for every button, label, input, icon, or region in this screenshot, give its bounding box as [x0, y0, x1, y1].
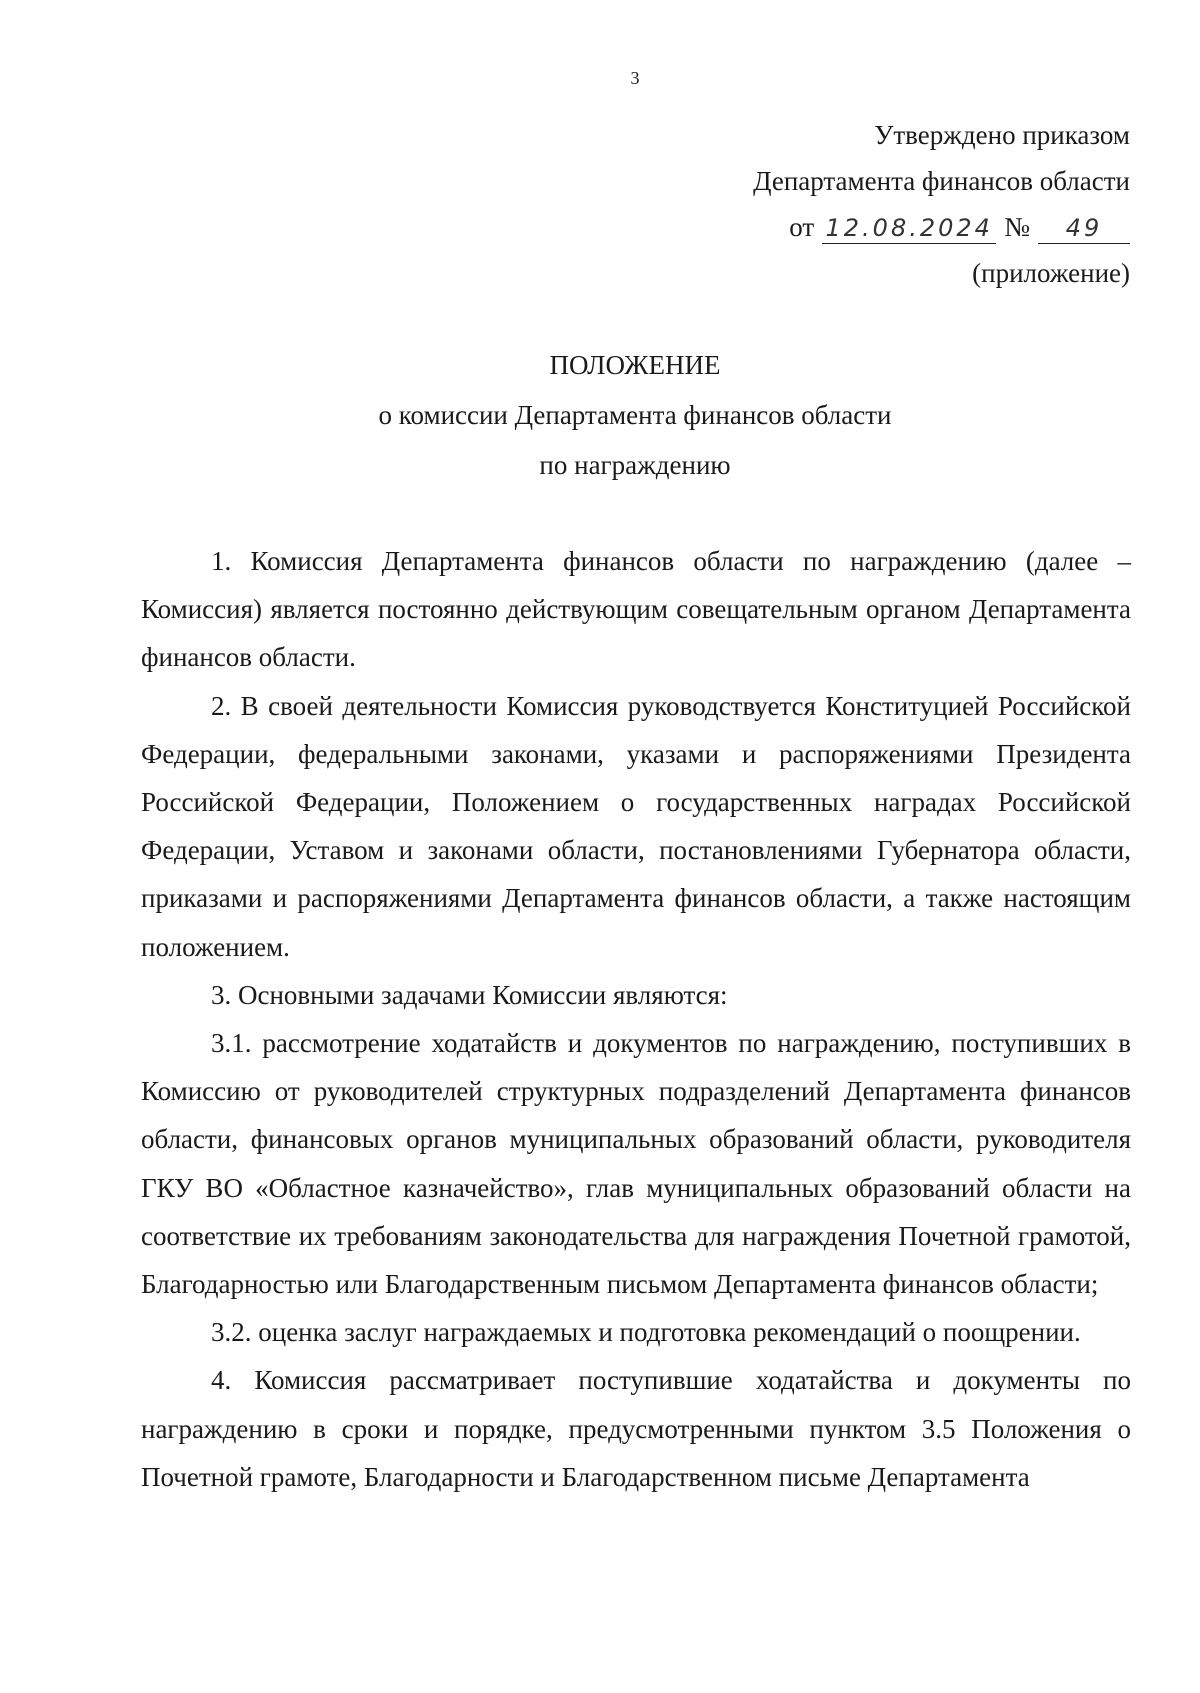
- approval-line-date-number: [753, 204, 1130, 250]
- paragraph-3: 3. Основными задачами Комиссии являются:: [211, 979, 728, 1010]
- title-line-commission: о комиссии Департамента финансов области: [378, 400, 892, 430]
- page-number: 3: [630, 68, 640, 88]
- paragraph-2: 2. В своей деятельности Комиссия руководствуется Конституцией Российской Федерации, федеральными законами, указами и распоряжениями Президента Российской Федерации, Положением о государственных наградах Российской Федерации, Уставом и законами области, постановлениями Губернатора области, приказами и распоряжениями Департамента финансов области, а также настоящим положением.: [141, 690, 1131, 962]
- approval-number-sign: №: [1004, 212, 1030, 242]
- approval-handwritten-number: 49: [1038, 213, 1130, 244]
- paragraph-4: 4. Комиссия рассматривает поступившие ходатайства и документы по награждению в сроки и порядке, предусмотренными пунктом 3.5 Положения о Почетной грамоте, Благодарности и Благодарственном письме Департамента: [141, 1365, 1131, 1492]
- approval-stamp-block: [753, 112, 1130, 296]
- paragraph-3-1: 3.1. рассмотрение ходатайств и документов по награждению, поступивших в Комиссию от руководителей структурных подразделений Департамента финансов области, финансовых органов муниципальных образований области, руководителя ГКУ ВО «Областное казначейство», глав муниципальных образований области на соответствие их требованиям законодательства для награждения Почетной грамотой, Благодарностью или Благодарственным письмом Департамента финансов области;: [141, 1028, 1131, 1300]
- approval-line-approved: Утверждено приказом: [874, 120, 1130, 150]
- approval-handwritten-date: 12.08.2024: [822, 213, 996, 244]
- approval-line-department: Департамента финансов области: [753, 166, 1130, 196]
- title-line-awarding: по награждению: [539, 450, 731, 480]
- document-body: [141, 537, 1131, 1501]
- approval-line-appendix: (приложение): [972, 258, 1130, 288]
- paragraph-1: 1. Комиссия Департамента финансов области по награждению (далее – Комиссия) является постоянно действующим совещательным органом Департамента финансов области.: [141, 546, 1131, 673]
- paragraph-3-2: 3.2. оценка заслуг награждаемых и подготовка рекомендаций о поощрении.: [211, 1317, 1081, 1348]
- approval-date-prefix: от: [789, 212, 815, 242]
- document-title: [0, 340, 1200, 490]
- title-line-regulation: ПОЛОЖЕНИЕ: [549, 350, 721, 380]
